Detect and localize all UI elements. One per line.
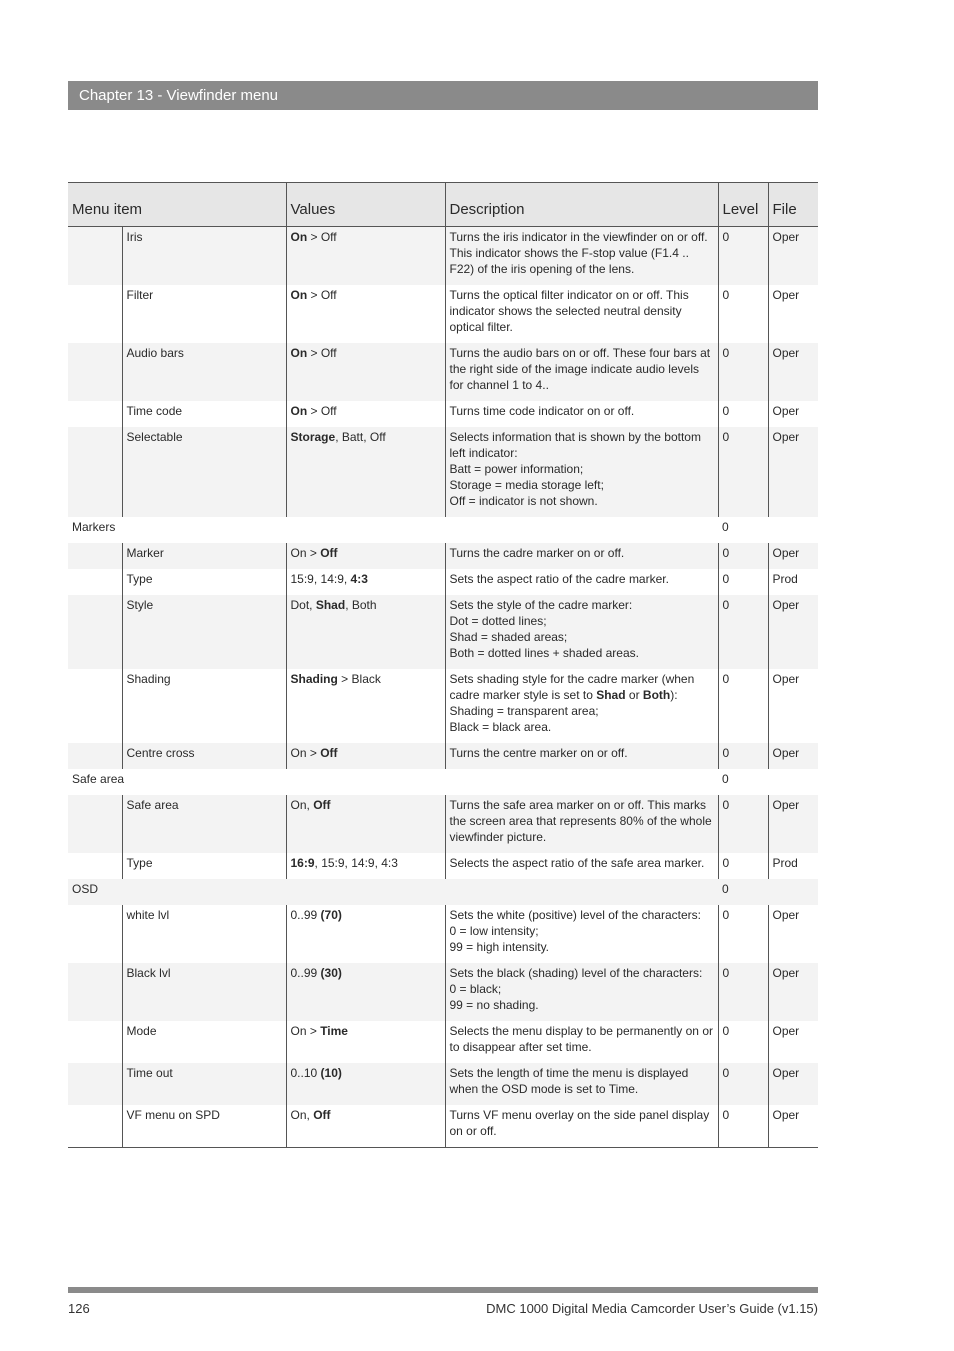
cell-level: 0 [718, 795, 768, 853]
cell-indent [68, 1021, 122, 1063]
cell-level: 0 [722, 772, 729, 786]
cell-description: Selects information that is shown by the bottom left indicator: Batt = power information; Storage = media storage left; Off = indicator is not shown. [445, 427, 718, 517]
cell-level: 0 [718, 905, 768, 963]
cell-file: Prod [772, 856, 798, 870]
cell-values: Shading > Black [286, 669, 445, 743]
cell-description: Selects the menu display to be permanently on or to disappear after set time. [445, 1021, 718, 1063]
cell-level: 0 [718, 401, 768, 427]
cell-file [768, 517, 818, 543]
cell-level: 0 [718, 1105, 768, 1148]
cell-indent [68, 963, 122, 1021]
cell-values: 0..10 (10) [286, 1063, 445, 1105]
cell-file: Oper [768, 595, 818, 669]
table-row [68, 285, 818, 343]
cell-description: Turns the centre marker on or off. [445, 743, 718, 769]
group-label: Safe area [72, 772, 125, 786]
cell-description: Turns VF menu overlay on the side panel display on or off. [445, 1105, 718, 1148]
cell-indent [68, 227, 122, 286]
cell-indent [68, 1063, 122, 1105]
cell-menu-item: Audio bars [122, 343, 286, 401]
cell-file: Oper [768, 343, 818, 401]
cell-level: 0 [722, 520, 729, 534]
cell-description: Turns time code indicator on or off. [445, 401, 718, 427]
cell-menu-item: Type [122, 853, 286, 879]
cell-indent [68, 905, 122, 963]
cell-menu-item: Iris [122, 227, 286, 286]
cell-level: 0 [718, 669, 768, 743]
cell-values: Storage, Batt, Off [286, 427, 445, 517]
cell-values: On > Time [286, 1021, 445, 1063]
cell-menu-item: Safe area [122, 795, 286, 853]
cell-file: Oper [768, 963, 818, 1021]
cell-values: On, Off [286, 1105, 445, 1148]
cell-values: On > Off [286, 543, 445, 569]
cell-indent [68, 1105, 122, 1148]
cell-values: On > Off [286, 227, 445, 286]
cell-indent [68, 743, 122, 769]
table-row [68, 905, 818, 963]
cell-menu-item: Black lvl [122, 963, 286, 1021]
cell-menu-item: Type [122, 569, 286, 595]
cell-description: Sets the style of the cadre marker: Dot = dotted lines; Shad = shaded areas; Both = dotted lines + shaded areas. [445, 595, 718, 669]
cell-menu-item: Time out [122, 1063, 286, 1105]
group-row [68, 769, 818, 795]
table-row [68, 1021, 818, 1063]
cell-values: On > Off [286, 285, 445, 343]
cell-indent [68, 427, 122, 517]
cell-indent [68, 795, 122, 853]
cell-file: Oper [768, 427, 818, 517]
table-row [68, 853, 818, 879]
cell-description: Turns the cadre marker on or off. [445, 543, 718, 569]
cell-values: 16:9, 15:9, 14:9, 4:3 [286, 853, 445, 879]
cell-menu-item: Shading [122, 669, 286, 743]
col-header-level: Level [718, 183, 768, 227]
table-row [68, 795, 818, 853]
cell-description: Turns the optical filter indicator on or off. This indicator shows the selected neutral density optical filter. [445, 285, 718, 343]
chapter-title: Chapter 13 - Viewfinder menu [79, 87, 278, 104]
chapter-header [68, 81, 818, 110]
cell-menu-item: Centre cross [122, 743, 286, 769]
cell-menu-item: Time code [122, 401, 286, 427]
cell-values: 15:9, 14:9, 4:3 [286, 569, 445, 595]
cell-indent [68, 343, 122, 401]
cell-level: 0 [718, 543, 768, 569]
cell-indent [68, 853, 122, 879]
cell-menu-item: Filter [122, 285, 286, 343]
col-header-description: Description [445, 183, 718, 227]
cell-description: Sets the black (shading) level of the characters: 0 = black; 99 = no shading. [445, 963, 718, 1021]
col-header-values: Values [286, 183, 445, 227]
cell-file: Oper [772, 908, 800, 922]
table-row [68, 543, 818, 569]
cell-indent [68, 285, 122, 343]
cell-menu-item: Marker [122, 543, 286, 569]
menu-table [68, 182, 818, 1148]
cell-description: Sets the aspect ratio of the cadre marker. [445, 569, 718, 595]
cell-description: Sets shading style for the cadre marker (when cadre marker style is set to Shad or Both): Shading = transparent area; Black = black area. [445, 669, 718, 743]
table-header-row [68, 183, 818, 227]
cell-level: 0 [718, 1021, 768, 1063]
table-row [68, 427, 818, 517]
cell-values: On > Off [286, 343, 445, 401]
cell-menu-item: VF menu on SPD [122, 1105, 286, 1148]
cell-description: Turns the safe area marker on or off. This marks the screen area that represents 80% of the whole viewfinder picture. [445, 795, 718, 853]
cell-values: On, Off [286, 795, 445, 853]
document-title: DMC 1000 Digital Media Camcorder User’s Guide (v1.15) [486, 1301, 818, 1316]
cell-file [768, 769, 818, 795]
cell-level: 0 [718, 595, 768, 669]
group-label: Markers [72, 520, 116, 534]
cell-indent [68, 669, 122, 743]
footer-rule [68, 1287, 818, 1293]
table-row [68, 343, 818, 401]
cell-values: 0..99 (70) [286, 905, 445, 963]
group-row [68, 879, 818, 905]
cell-level: 0 [718, 227, 768, 286]
page-number: 126 [68, 1301, 90, 1316]
cell-values: On > Off [286, 743, 445, 769]
group-row [68, 517, 818, 543]
cell-file: Oper [768, 227, 818, 286]
cell-menu-item: Mode [122, 1021, 286, 1063]
cell-file: Oper [768, 543, 818, 569]
table-body [68, 227, 818, 1148]
cell-level: 0 [718, 879, 768, 905]
cell-file: Oper [772, 1024, 800, 1038]
table-row [68, 401, 818, 427]
cell-file: Oper [768, 743, 818, 769]
cell-values: 0..99 (30) [286, 963, 445, 1021]
cell-file: Oper [772, 404, 800, 418]
table-row [68, 743, 818, 769]
table-row [68, 227, 818, 286]
cell-indent [68, 401, 122, 427]
group-label: OSD [68, 879, 718, 905]
table-row [68, 595, 818, 669]
table-row [68, 1063, 818, 1105]
cell-menu-item: Style [122, 595, 286, 669]
table-row [68, 963, 818, 1021]
cell-values: Dot, Shad, Both [286, 595, 445, 669]
cell-file: Oper [768, 795, 818, 853]
cell-level: 0 [718, 963, 768, 1021]
cell-description: Sets the length of time the menu is displayed when the OSD mode is set to Time. [445, 1063, 718, 1105]
table-row [68, 669, 818, 743]
col-header-menu-item: Menu item [68, 183, 286, 227]
cell-description: Turns the iris indicator in the viewfinder on or off. This indicator shows the F-stop value (F1.4 .. F22) of the iris opening of the lens. [445, 227, 718, 286]
cell-indent [68, 543, 122, 569]
cell-level: 0 [718, 743, 768, 769]
cell-values: On > Off [286, 401, 445, 427]
cell-description: Sets the white (positive) level of the characters: 0 = low intensity; 99 = high intensity. [445, 905, 718, 963]
cell-level: 0 [718, 853, 768, 879]
cell-description: Turns the audio bars on or off. These four bars at the right side of the image indicate audio levels for channel 1 to 4.. [445, 343, 718, 401]
cell-menu-item: white lvl [122, 905, 286, 963]
cell-level: 0 [718, 569, 768, 595]
cell-file: Oper [768, 1105, 818, 1148]
cell-level: 0 [718, 427, 768, 517]
cell-file [768, 879, 818, 905]
cell-description: Selects the aspect ratio of the safe area marker. [445, 853, 718, 879]
cell-level: 0 [718, 343, 768, 401]
cell-level: 0 [718, 1063, 768, 1105]
table-row [68, 569, 818, 595]
cell-indent [68, 569, 122, 595]
col-header-file: File [768, 183, 818, 227]
cell-file: Prod [772, 572, 798, 586]
cell-level: 0 [718, 285, 768, 343]
cell-menu-item: Selectable [122, 427, 286, 517]
cell-file: Oper [772, 672, 800, 686]
cell-file: Oper [768, 1063, 818, 1105]
cell-indent [68, 595, 122, 669]
cell-file: Oper [772, 288, 800, 302]
table-row [68, 1105, 818, 1148]
